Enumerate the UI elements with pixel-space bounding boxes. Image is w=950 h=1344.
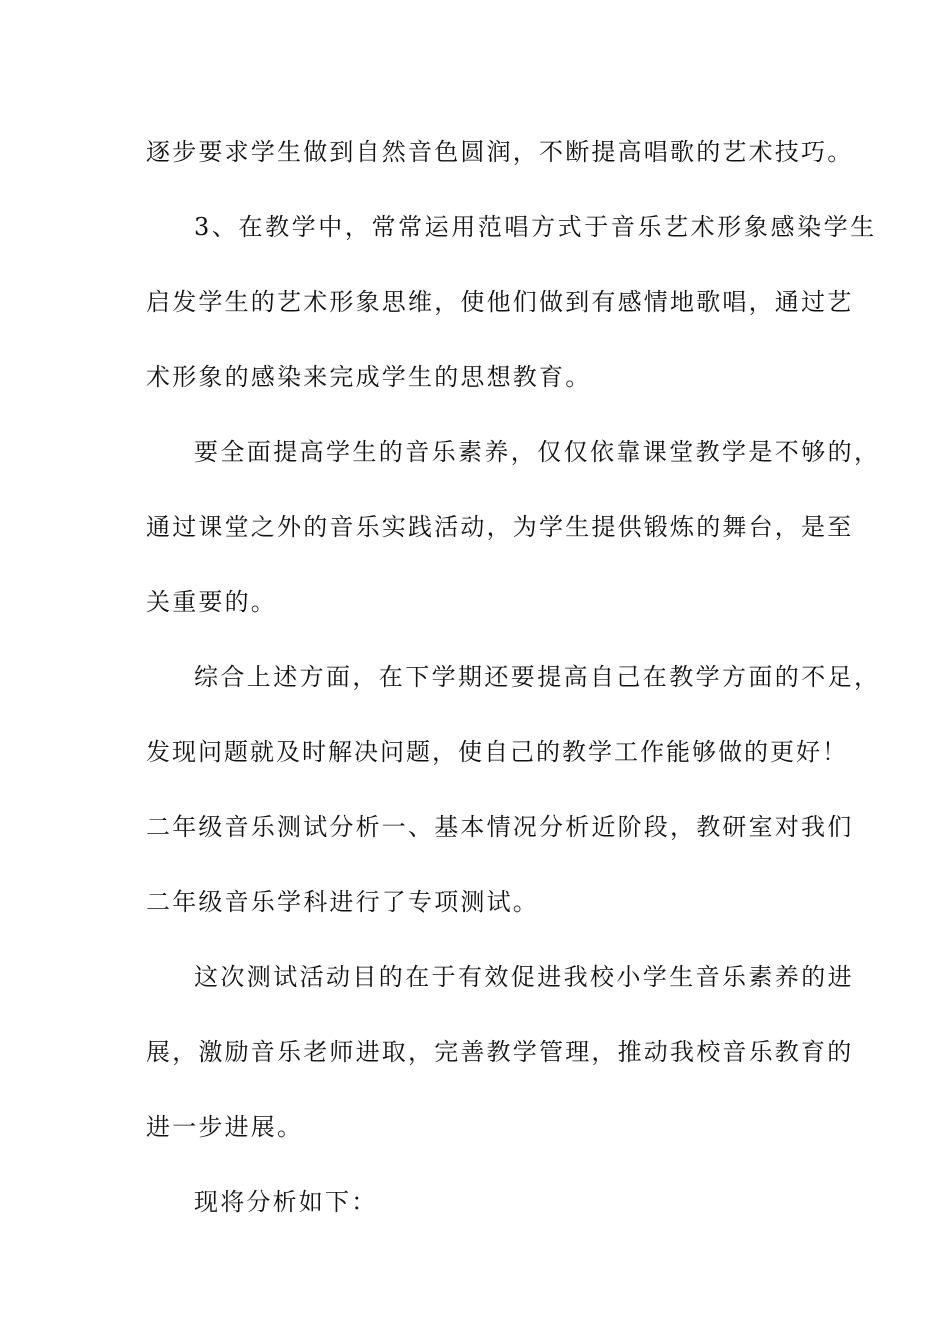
text-line: 进一步进展。: [146, 1113, 304, 1141]
text-line: 逐步要求学生做到自然音色圆润，不断提高唱歌的艺术技巧。: [146, 138, 854, 166]
paragraph-first-line: 综合上述方面，在下学期还要提高自己在教学方面的不足，: [194, 663, 881, 691]
paragraph-first-line: 要全面提高学生的音乐素养，仅仅依靠课堂教学是不够的，: [194, 438, 881, 466]
text-line: 术形象的感染来完成学生的思想教育。: [146, 363, 592, 391]
paragraph-first-line: 3、在教学中，常常运用范唱方式于音乐艺术形象感染学生: [194, 213, 877, 241]
paragraph-first-line: 现将分析如下：: [194, 1188, 378, 1216]
text-line: 二年级音乐测试分析一、基本情况分析近阶段，教研室对我们: [146, 813, 854, 841]
text-line: 关重要的。: [146, 588, 277, 616]
text-line: 二年级音乐学科进行了专项测试。: [146, 888, 539, 916]
text-line: 通过课堂之外的音乐实践活动，为学生提供锻炼的舞台，是至: [146, 513, 854, 541]
text-line: 展，激励音乐老师进取，完善教学管理，推动我校音乐教育的: [146, 1038, 854, 1066]
text-line: 发现问题就及时解决问题，使自己的教学工作能够做的更好！: [146, 738, 848, 766]
text-line: 启发学生的艺术形象思维，使他们做到有感情地歌唱，通过艺: [146, 288, 854, 316]
paragraph-first-line: 这次测试活动目的在于有效促进我校小学生音乐素养的进: [194, 963, 854, 991]
